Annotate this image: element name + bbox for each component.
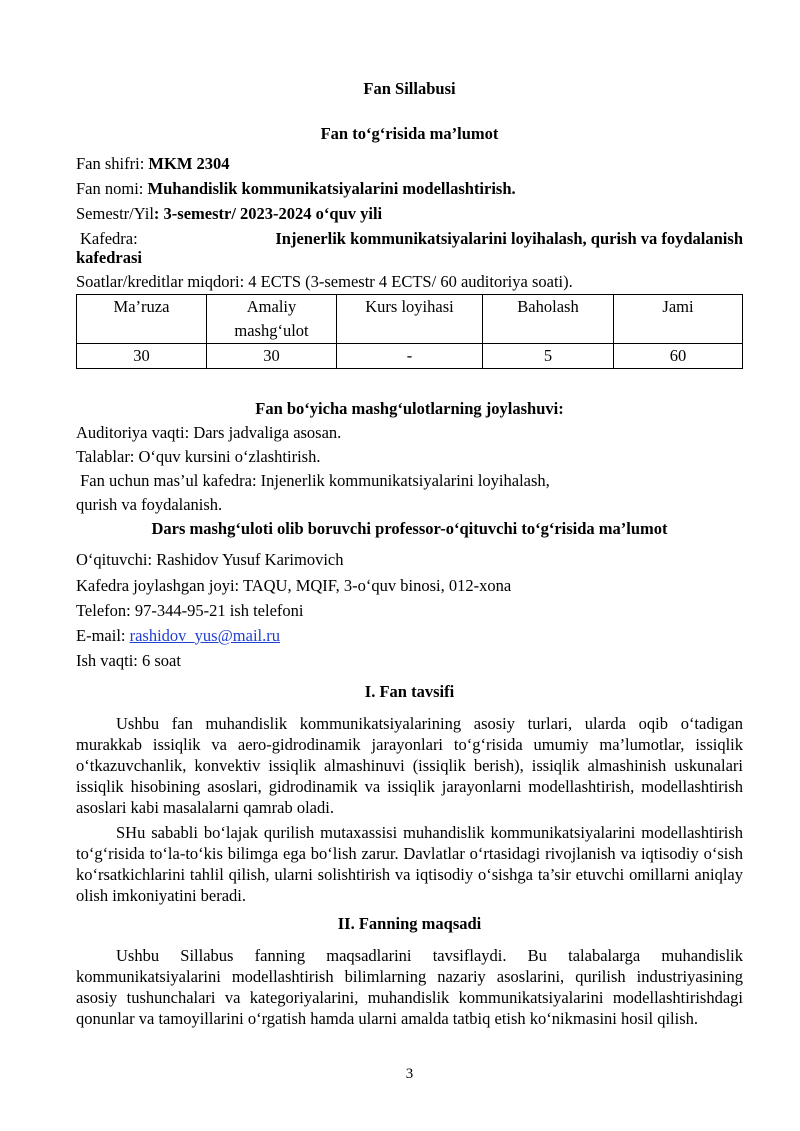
table-header-cell: Ma’ruza — [77, 295, 207, 344]
semester-line — [76, 201, 382, 226]
teacher-location: Kafedra joylashgan joyi: TAQU, MQIF, 3-o‘quv binosi, 012-xona — [76, 576, 512, 595]
table-cell: 30 — [77, 344, 207, 369]
department-label: Kafedra: — [80, 229, 138, 248]
email-label: E-mail: — [76, 626, 130, 645]
table-row — [77, 344, 743, 369]
teacher-hours: Ish vaqti: 6 soat — [76, 651, 181, 670]
table-header-text: mashg‘ulot — [234, 321, 309, 340]
table-cell: - — [337, 344, 483, 369]
table-header-cell: Baholash — [483, 295, 614, 344]
paragraph: Ushbu Sillabus fanning maqsadlarini tavsiflaydi. Bu talabalarga muhandislik kommunikatsiyalarini modellashtirish bilimlarning nazariy asoslarini, qurilish industriyasining asosiy tushunchalari va kategoriyalarini, muhandislik kommunikatsiyalarini modellashtirishdagi qonunlar va tamoyillarini o‘rgatish hamda ularni amalda tatbiq etish ko‘nikmasini hosil qilish. — [76, 946, 743, 1028]
table-header-row — [77, 295, 743, 344]
email-link[interactable]: rashidov_yus@mail.ru — [129, 626, 280, 645]
schedule-heading: Fan bo‘yicha mashg‘ulotlarning joylashuvi: — [255, 399, 564, 418]
course-code-line — [76, 151, 230, 176]
table-header-cell: Kurs loyihasi — [337, 295, 483, 344]
course-name-line — [76, 176, 516, 201]
table-header-cell — [207, 295, 337, 344]
page-number: 3 — [405, 1066, 414, 1082]
table-header-cell: Jami — [614, 295, 743, 344]
schedule-line: Talablar: O‘quv kursini o‘zlashtirish. — [76, 447, 321, 466]
department-line — [80, 226, 743, 251]
course-name-value: Muhandislik kommunikatsiyalarini modellashtirish. — [147, 179, 516, 198]
paragraph: Ushbu fan muhandislik kommunikatsiyalarining asosiy turlari, ularda oqib o‘tadigan murakkab issiqlik va aero-gidrodinamik jarayonlari to‘g‘risida umumiy ma’lumotlar, issiqlik o‘tkazuvchanlik, konvektiv issiqlik almashinuvi (issiqlik berish), issiqlik almashinish uskunalari issiqlik hisobining asoslari, gidrodinamik va issiqlik jarayonlarni modellashtirish, modellashtirish asoslari kabi masalalarni qamrab oladi. — [76, 714, 743, 817]
teacher-email-line — [76, 623, 280, 648]
teacher-name: O‘qituvchi: Rashidov Yusuf Karimovich — [76, 550, 344, 569]
hours-table — [76, 294, 743, 369]
table-header-text: Amaliy — [246, 297, 297, 316]
section-heading: II. Fanning maqsadi — [337, 914, 482, 933]
department-value-continued: kafedrasi — [76, 248, 142, 267]
course-code-value: MKM 2304 — [148, 154, 230, 173]
table-cell: 5 — [483, 344, 614, 369]
table-cell: 60 — [614, 344, 743, 369]
course-code-label: Fan shifri: — [76, 154, 145, 173]
section-subtitle: Fan to‘g‘risida ma’lumot — [320, 124, 499, 143]
course-name-label: Fan nomi: — [76, 179, 144, 198]
document-title: Fan Sillabusi — [363, 79, 456, 98]
table-cell: 30 — [207, 344, 337, 369]
teacher-heading: Dars mashg‘uloti olib boruvchi professor-o‘qituvchi to‘g‘risida ma’lumot — [151, 519, 668, 538]
schedule-line: Fan uchun mas’ul kafedra: Injenerlik kommunikatsiyalarini loyihalash, — [76, 471, 550, 490]
section-heading: I. Fan tavsifi — [364, 682, 455, 701]
paragraph: SHu sababli bo‘lajak qurilish mutaxassisi muhandislik kommunikatsiyalarini modellashtirish to‘g‘risida to‘la-to‘kis bilimga ega bo‘lish zarur. Davlatlar o‘rtasidagi rivojlanish va iqtisodiy o‘sish ko‘rsatkichlarini tahlil qilish, ularni solishtirish va iqtisodiy o‘sishga ta’sir etuvchi omillarni aniqlay olish imkoniyatini beradi. — [76, 823, 743, 905]
teacher-phone: Telefon: 97-344-95-21 ish telefoni — [76, 601, 304, 620]
semester-label: Semestr/Yil — [76, 204, 154, 223]
semester-value: : 3-semestr/ 2023-2024 o‘quv yili — [153, 204, 383, 223]
hours-credits: Soatlar/kreditlar miqdori: 4 ECTS (3-semestr 4 ECTS/ 60 auditoriya soati). — [76, 272, 573, 291]
schedule-line: qurish va foydalanish. — [76, 495, 223, 514]
schedule-line: Auditoriya vaqti: Dars jadvaliga asosan. — [76, 423, 342, 442]
department-value: Injenerlik kommunikatsiyalarini loyihalash, qurish va foydalanish — [275, 229, 743, 248]
